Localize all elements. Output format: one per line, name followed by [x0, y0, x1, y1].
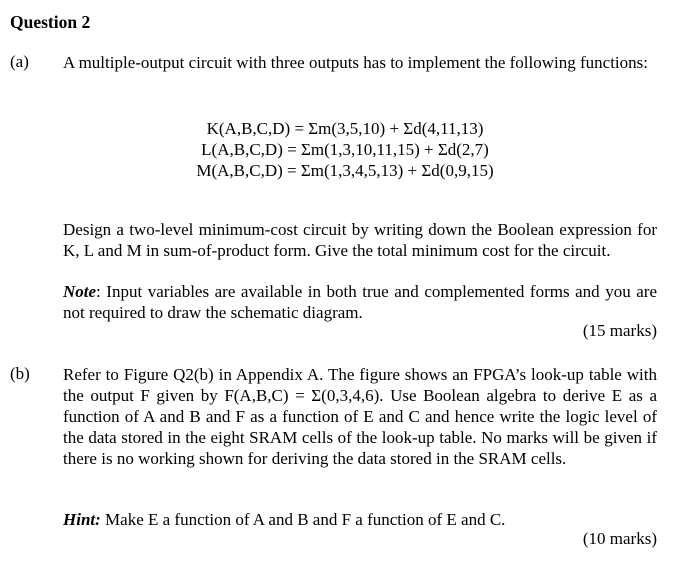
note-label: Note — [63, 282, 97, 301]
part-b-hint — [63, 509, 657, 530]
equation-k: K(A,B,C,D) = Σm(3,5,10) + Σd(4,11,13) — [206, 119, 484, 138]
part-a-note — [63, 281, 657, 323]
equation-l: L(A,B,C,D) = Σm(1,3,10,11,15) + Σd(2,7) — [201, 140, 489, 159]
equation-m: M(A,B,C,D) = Σm(1,3,4,5,13) + Σd(0,9,15) — [196, 161, 494, 180]
part-a-task: Design a two-level minimum-cost circuit by writing down the Boolean expression for K, L and M in sum-of-product form. Give the total minimum cost for the circuit. — [63, 220, 657, 260]
part-b-marks: (10 marks) — [582, 529, 657, 548]
part-a-label: (a) — [10, 52, 29, 71]
note-text: : Input variables are available in both true and complemented forms and you are not required to draw the schematic diagram. — [63, 282, 657, 322]
part-a-marks: (15 marks) — [582, 321, 657, 340]
part-b-label: (b) — [10, 364, 30, 383]
hint-label: Hint: — [63, 510, 101, 529]
hint-text: Make E a function of A and B and F a function of E and C. — [100, 510, 506, 529]
question-title: Question 2 — [10, 12, 91, 32]
part-b-text: Refer to Figure Q2(b) in Appendix A. The figure shows an FPGA’s look-up table with the output F given by F(A,B,C) = Σ(0,3,4,6). Use Boolean algebra to derive E as a function of A and B and F as a function of E and C and hence write the logic level of the data stored in the eight SRAM cells of the look-up table. No marks will be given if there is no working shown for deriving the data stored in the SRAM cells. — [63, 365, 657, 468]
part-a-intro: A multiple-output circuit with three outputs has to implement the following functions: — [63, 53, 648, 72]
